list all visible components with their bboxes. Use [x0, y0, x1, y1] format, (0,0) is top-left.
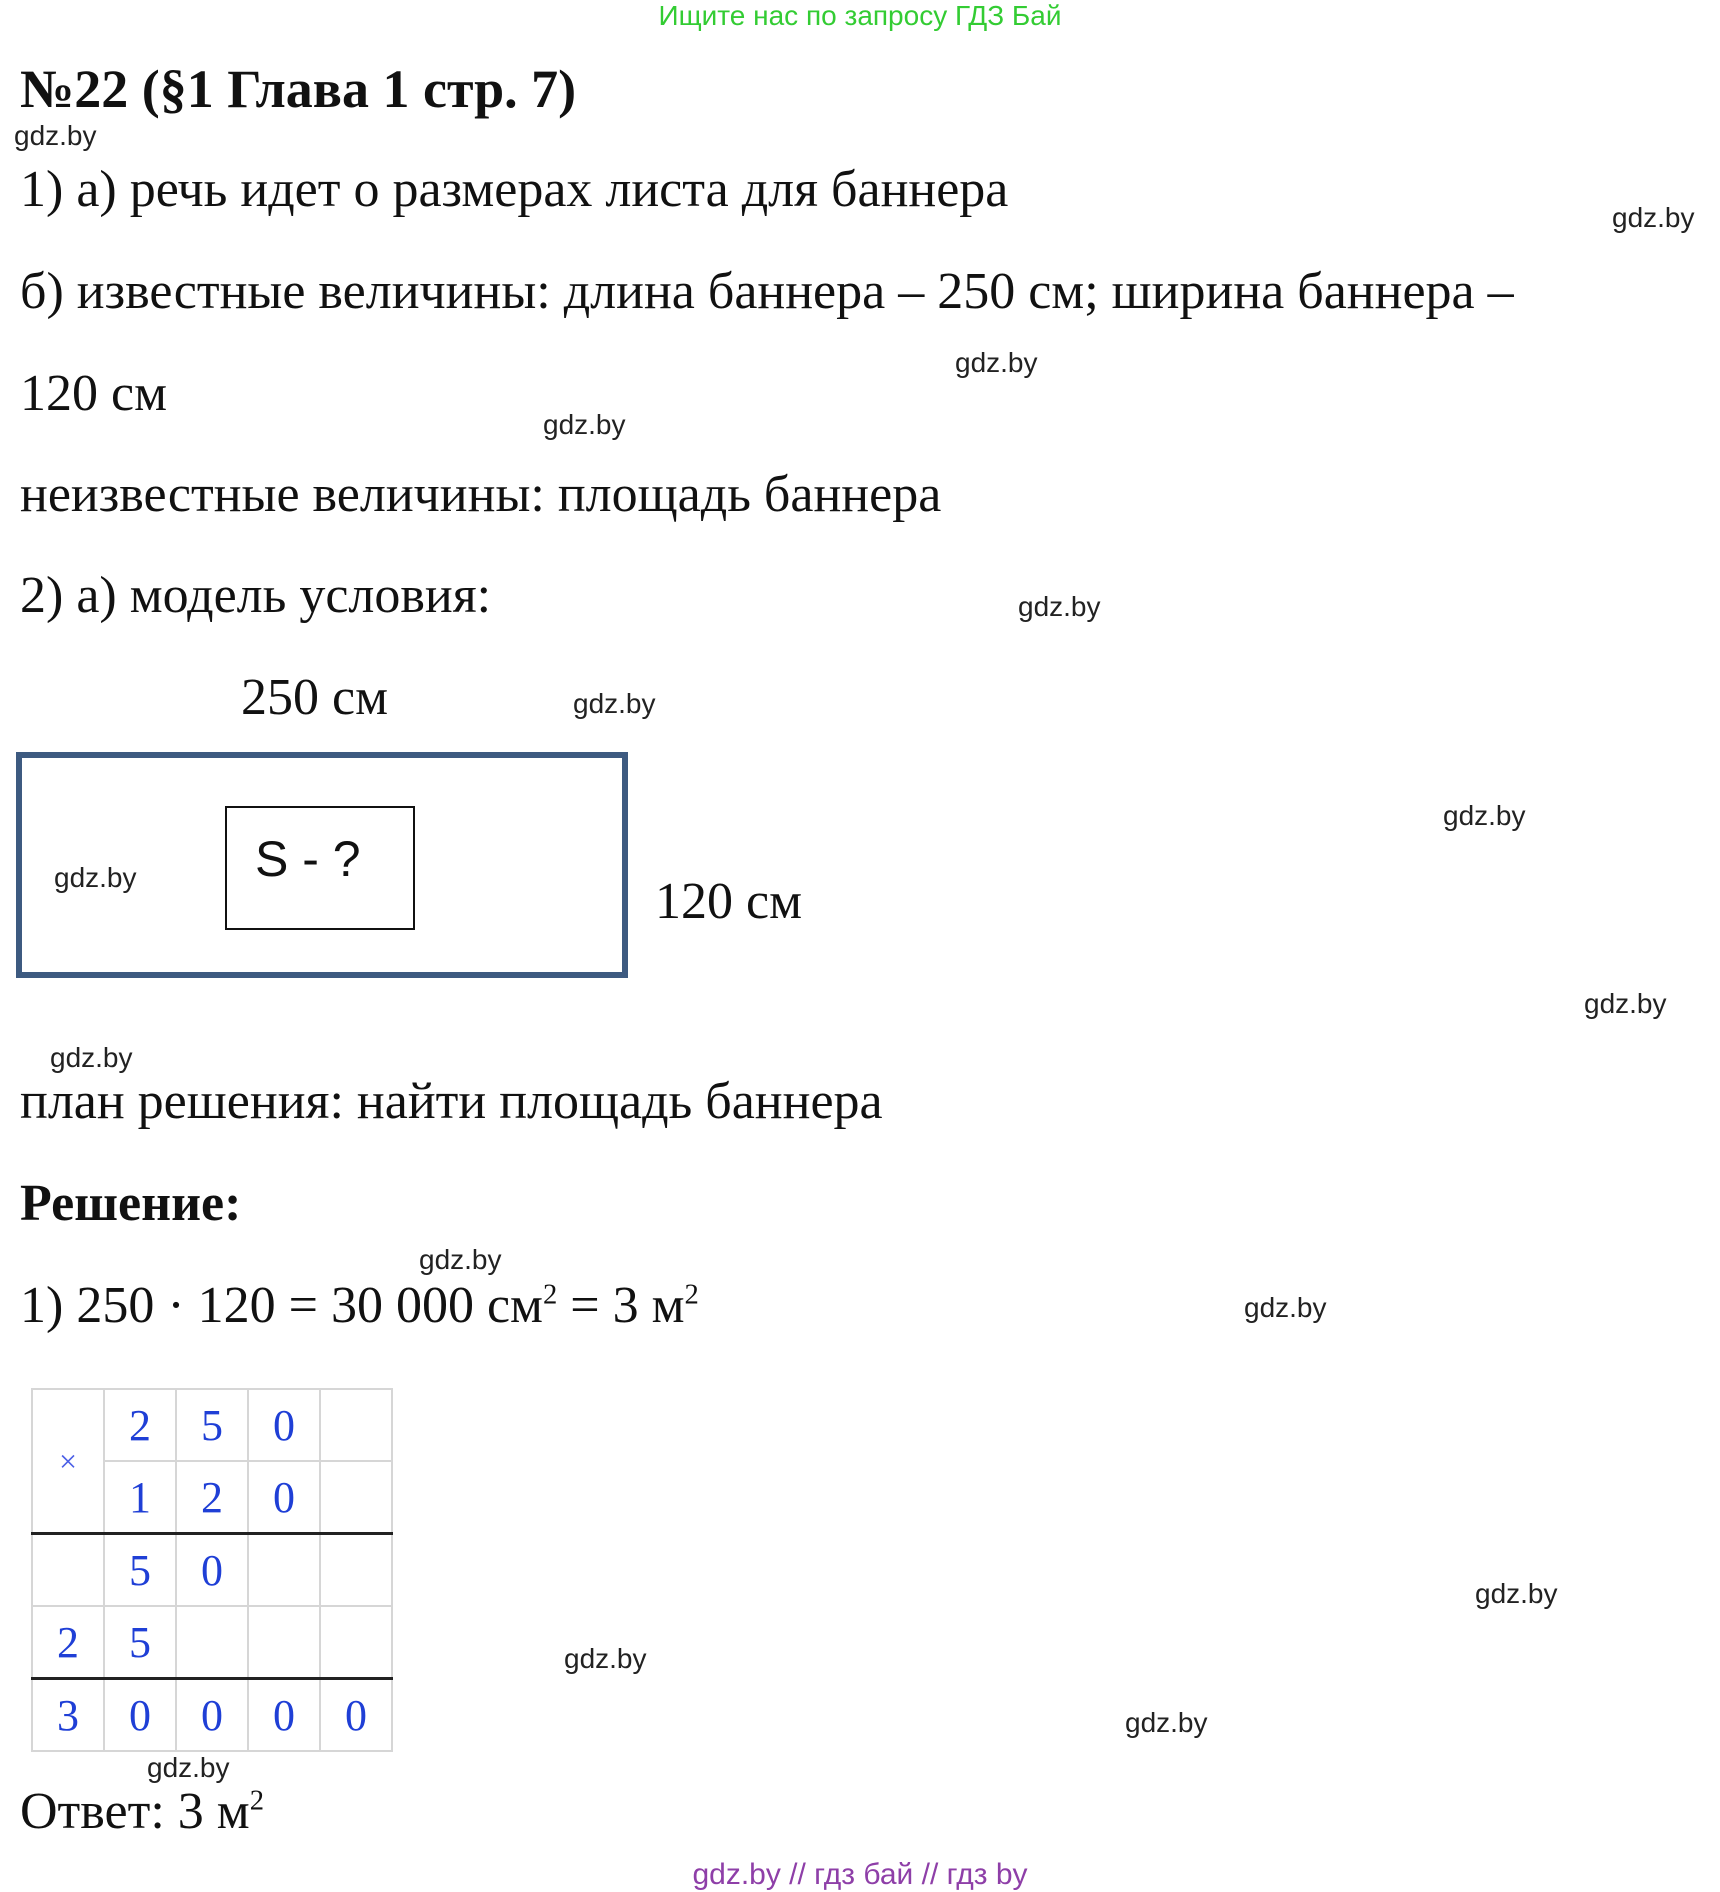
watermark: gdz.by	[1125, 1707, 1208, 1738]
text-line-4: неизвестные величины: площадь баннера	[20, 466, 942, 523]
calc-cell	[248, 1606, 320, 1679]
watermark: gdz.by	[1584, 988, 1667, 1019]
calc-cell	[320, 1534, 392, 1607]
calc-cell	[176, 1606, 248, 1679]
watermark: gdz.by	[147, 1752, 230, 1783]
calc-cell: 0	[248, 1679, 320, 1752]
calc-cell: 3	[32, 1679, 104, 1752]
plan-line: план решения: найти площадь баннера	[20, 1073, 883, 1130]
solution-step-1: 1) 250 · 120 = 30 000 $см^2 = 3$ $м^2$	[20, 1277, 699, 1334]
calc-cell: 0	[248, 1461, 320, 1534]
calc-cell: 2	[32, 1606, 104, 1679]
calc-cell: 5	[104, 1606, 176, 1679]
text-line-2: б) известные величины: длина баннера – 250 см; ширина баннера –	[20, 263, 1514, 320]
multiplication-table	[31, 1388, 393, 1752]
calc-cell: 5	[104, 1534, 176, 1607]
watermark: gdz.by	[50, 1042, 133, 1073]
text-line-1: 1) а) речь идет о размерах листа для баннера	[20, 161, 1009, 218]
calc-cell: 0	[248, 1389, 320, 1461]
watermark: gdz.by	[1018, 591, 1101, 622]
watermark: gdz.by	[543, 409, 626, 440]
calc-cell: 0	[176, 1534, 248, 1607]
watermark: gdz.by	[573, 688, 656, 719]
multiply-sign: ×	[32, 1389, 104, 1534]
search-banner[interactable]: Ищите нас по запросу ГДЗ Бай	[658, 0, 1062, 31]
calc-cell: 0	[104, 1679, 176, 1752]
area-label: S - ?	[255, 831, 361, 887]
calc-cell	[320, 1606, 392, 1679]
calc-cell	[320, 1389, 392, 1461]
calc-cell	[248, 1534, 320, 1607]
model-length-label: 250 см	[241, 669, 388, 726]
calc-cell: 0	[320, 1679, 392, 1752]
watermark: gdz.by	[564, 1643, 647, 1674]
calc-cell	[32, 1534, 104, 1607]
watermark: gdz.by	[1443, 800, 1526, 831]
calc-cell: 1	[104, 1461, 176, 1534]
calc-cell	[320, 1461, 392, 1534]
watermark: gdz.by	[14, 120, 97, 151]
page-title: №22 (§1 Глава 1 стр. 7)	[20, 59, 577, 119]
footer-links[interactable]: gdz.by // гдз бай // гдз by	[692, 1858, 1028, 1891]
calc-cell: 2	[176, 1461, 248, 1534]
calc-cell: 5	[176, 1389, 248, 1461]
model-width-label: 120 см	[655, 873, 802, 930]
watermark: gdz.by	[1244, 1292, 1327, 1323]
solution-heading: Решение:	[20, 1175, 242, 1232]
text-line-5: 2) а) модель условия:	[20, 567, 492, 624]
watermark: gdz.by	[955, 347, 1038, 378]
calc-cell: 0	[176, 1679, 248, 1752]
calc-cell: 2	[104, 1389, 176, 1461]
watermark: gdz.by	[1612, 202, 1695, 233]
watermark: gdz.by	[54, 862, 137, 893]
watermark: gdz.by	[1475, 1578, 1558, 1609]
watermark: gdz.by	[419, 1244, 502, 1275]
answer-line: Ответ: 3 $м^2$	[20, 1783, 264, 1840]
text-line-3: 120 см	[20, 365, 167, 422]
